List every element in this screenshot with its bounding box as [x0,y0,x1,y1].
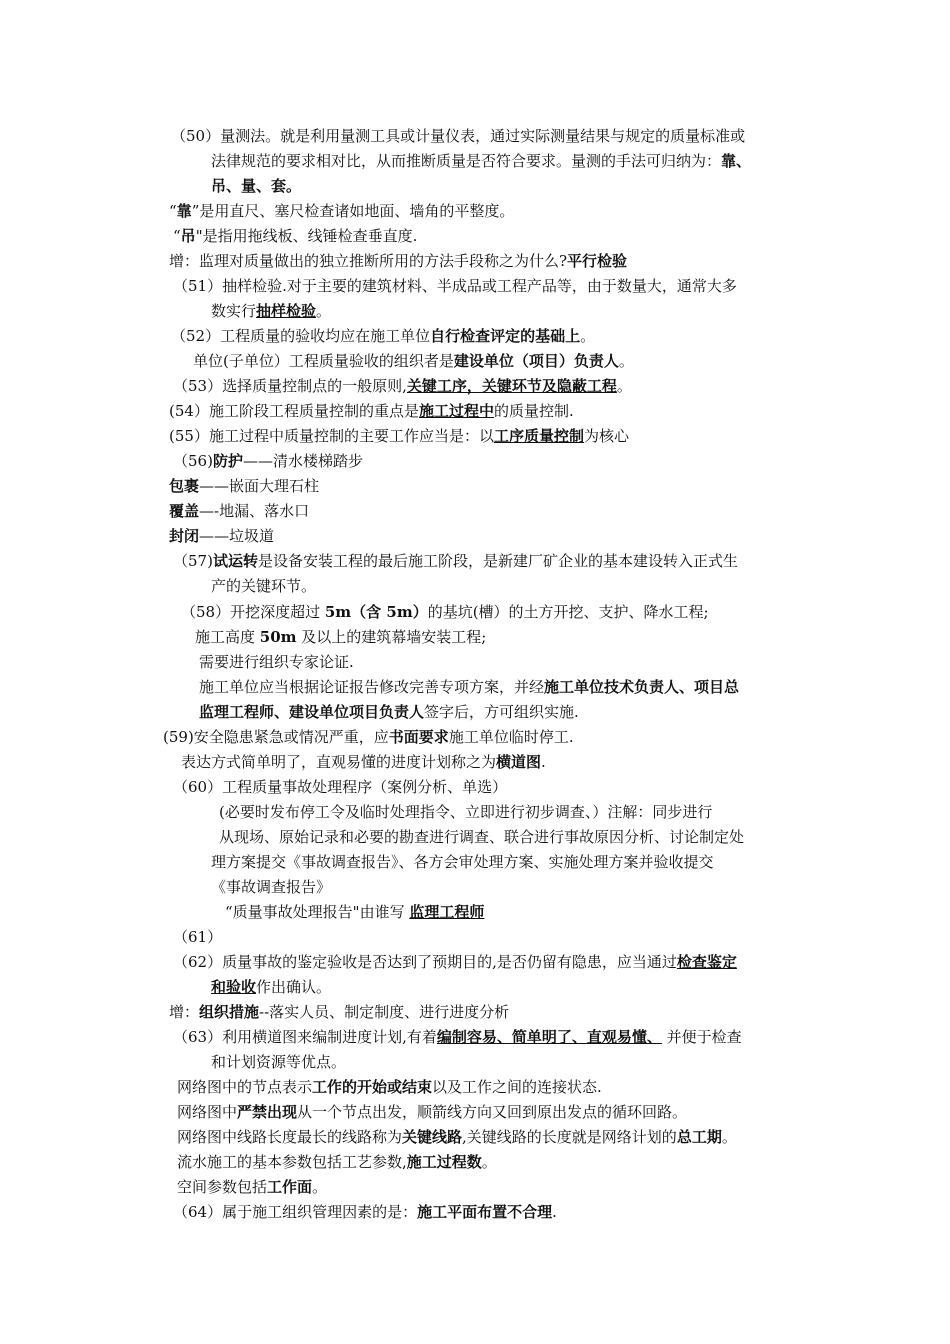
emphasized-underlined-text: 关键工序，关键环节及隐蔽工程 [406,377,617,395]
text-span: 。 [616,377,632,395]
emphasized-text: 建设单位（项目）负责人 [453,352,619,370]
text-span: 表达方式简单明了，直观易懂的进度计划称之为 [181,753,497,771]
text-span: 法律规范的要求相对比，从而推断质量是否符合要求。量测的手法可归纳为： [211,152,722,170]
text-span: （51）抽样检验.对于主要的建筑材料、半成品或工程产品等，由于数量大，通常大多 [173,277,737,295]
text-span: 需要进行组织专家论证. [199,653,354,671]
emphasized-text: 监理工程师、建设单位项目负责人 [199,703,425,721]
text-span: （57) [173,552,213,570]
text-span: 《事故调查报告》 [211,878,332,896]
text-line [177,1176,327,1198]
text-span: （63）利用横道图来编制进度计划,有着 [173,1028,437,1046]
text-line [173,550,738,572]
text-line [173,225,417,247]
text-line [177,1076,602,1098]
emphasized-text: 施工平面布置不合理 [417,1203,553,1221]
text-span: “ [169,202,177,220]
text-line [169,200,514,222]
text-span: 和计划资源等优点。 [211,1053,347,1071]
emphasized-text: 靠、 [721,152,752,170]
emphasized-text: 施工过程数 [406,1153,482,1171]
text-span: 网络图中 [177,1103,238,1121]
text-span: 。 [312,1178,328,1196]
text-line [211,851,714,873]
text-line [225,901,484,923]
text-span: 从一个节点出发，顺箭线方向又回到原出发点的循环回路。 [297,1103,688,1121]
emphasized-text: 组织措施 [199,1003,260,1021]
text-line [177,1151,497,1173]
text-span: ”是用直尺、塞尺检查诸如地面、墙角的平整度。 [191,202,515,220]
text-span: 。 [580,327,596,345]
text-line [169,1001,509,1023]
text-span: “ [173,227,181,245]
text-line [181,601,709,623]
text-span: 并便于检查 [661,1028,742,1046]
emphasized-underlined-text: 监理工程师 [409,903,485,921]
text-span: 。 [316,302,332,320]
text-line [173,1201,557,1223]
text-span: 施工高度 [195,628,260,646]
emphasized-text: 工作面 [267,1178,313,1196]
emphasized-underlined-text: 抽样检验 [256,302,317,320]
text-line [219,826,744,848]
text-line [171,325,595,347]
text-line [199,651,354,673]
emphasized-underlined-text: 检查鉴定 [676,953,737,971]
text-line [219,801,712,823]
text-line [171,125,745,147]
text-span: 网络图中线路长度最长的线路称为 [177,1128,403,1146]
text-line [169,425,629,447]
emphasized-text: 书面要求 [388,728,449,746]
text-line [195,626,486,648]
text-span: 及以上的建筑幕墙安装工程; [296,628,487,646]
emphasized-text: 靠 [176,202,192,220]
text-line [181,751,546,773]
text-span: （50）量测法。就是利用量测工具或计量仪表，通过实际测量结果与规定的质量标准或 [171,127,746,145]
text-line [177,1101,687,1123]
text-span: 。 [618,352,634,370]
emphasized-text: 严禁出现 [237,1103,298,1121]
text-span: . [541,753,546,771]
text-span: 以及工作之间的连接状态. [432,1078,602,1096]
text-span: 的基坑(槽）的土方开挖、支护、降水工程; [427,603,709,621]
text-span: 的质量控制. [493,402,574,420]
text-span: 。 [481,1153,497,1171]
text-span: 签字后，方可组织实施. [424,703,579,721]
emphasized-text: 50m [259,628,297,646]
text-line [173,450,363,472]
emphasized-text: 自行检查评定的基础上 [430,327,581,345]
text-line [199,676,739,698]
text-line [169,475,319,497]
emphasized-underlined-text: 和验收 [211,978,257,996]
text-span: （61） [173,928,223,946]
text-span: ——嵌面大理石柱 [199,477,320,495]
emphasized-text: 吊 [180,227,196,245]
text-line [173,1026,742,1048]
text-span: 空间参数包括 [177,1178,268,1196]
emphasized-text: 封闭 [169,527,200,545]
emphasized-underlined-text: 编制容易、简单明了、直观易懂、 [436,1028,662,1046]
text-span: 理方案提交《事故调查报告》、各方会审处理方案、实施处理方案并验收提交 [211,853,714,871]
text-span: “质量事故处理报告"由谁写 [225,903,410,921]
text-line [211,876,331,898]
text-span: 施工单位应当根据论证报告修改完善专项方案，并经 [199,678,545,696]
text-span: (54）施工阶段工程质量控制的重点是 [169,402,419,420]
emphasized-text: 总工期 [676,1128,722,1146]
emphasized-text: 防护 [212,452,243,470]
emphasized-text: 施工单位技术负责人、项目总 [544,678,740,696]
text-line [169,525,274,547]
emphasized-text: 吊、量、套。 [211,177,302,195]
emphasized-text: 横道图 [496,753,542,771]
text-span: （60）工程质量事故处理程序（案例分析、单选） [173,778,508,796]
text-span: 单位(子单位）工程质量验收的组织者是 [193,352,454,370]
text-span: 作出确认。 [256,978,332,996]
text-line [173,926,222,948]
text-span: (59)安全隐患紧急或情况严重，应 [163,728,389,746]
text-line [211,575,316,597]
text-line [199,701,579,723]
text-span: —-地漏、落水口 [199,502,310,520]
text-span: "是指用拖线板、线锤检查垂直度. [195,227,418,245]
text-line [169,500,309,522]
text-span: （58）开挖深度超过 [181,603,325,621]
text-span: (必要时发布停工令及临时处理指令、立即进行初步调查、）注解：同步进行 [219,803,713,821]
text-line [211,1051,346,1073]
text-span: （53）选择质量控制点的一般原则, [173,377,407,395]
text-line [163,726,574,748]
text-span: （52）工程质量的验收均应在施工单位 [171,327,431,345]
text-line [211,976,331,998]
text-line [169,250,627,272]
text-span: （64）属于施工组织管理因素的是： [173,1203,418,1221]
text-span: （56) [173,452,213,470]
text-span: . [552,1203,557,1221]
emphasized-text: 工作的开始或结束 [312,1078,433,1096]
text-span: ——清水楼梯踏步 [242,452,363,470]
text-line [173,375,632,397]
text-line [211,175,301,197]
emphasized-text: 5m（含 5m） [324,603,428,621]
text-line [193,350,634,372]
emphasized-underlined-text: 工序质量控制 [493,427,584,445]
emphasized-text: 覆盖 [169,502,200,520]
emphasized-text: 关键线路 [402,1128,463,1146]
text-span: 增： [169,1003,200,1021]
text-span: 。 [721,1128,737,1146]
text-span: 为核心 [583,427,629,445]
text-span: 是设备安装工程的最后施工阶段，是新建厂矿企业的基本建设转入正式生 [257,552,738,570]
text-line [177,1126,737,1148]
emphasized-underlined-text: 施工过程中 [418,402,494,420]
text-line [173,776,507,798]
text-span: (55）施工过程中质量控制的主要工作应当是：以 [169,427,494,445]
text-line [169,400,574,422]
emphasized-text: 试运转 [212,552,258,570]
text-span: 数实行 [211,302,257,320]
text-span: 流水施工的基本参数包括工艺参数, [177,1153,407,1171]
emphasized-text: 平行检验 [567,252,628,270]
text-span: 增：监理对质量做出的独立推断所用的方法手段称之为什么? [169,252,568,270]
text-span: 施工单位临时停工. [448,728,574,746]
text-span: ——垃圾道 [199,527,275,545]
text-span: 产的关键环节。 [211,577,317,595]
text-span: （62）质量事故的鉴定验收是否达到了预期目的,是否仍留有隐患，应当通过 [173,953,677,971]
text-line [173,951,737,973]
text-line [211,150,751,172]
text-span: ,关键线路的长度就是网络计划的 [462,1128,677,1146]
text-span: 从现场、原始记录和必要的勘查进行调查、联合进行事故原因分析、讨论制定处 [219,828,745,846]
emphasized-text: 包裹 [169,477,200,495]
text-span: 网络图中的节点表示 [177,1078,313,1096]
text-span: --落实人员、制定制度、进行进度分析 [259,1003,510,1021]
text-line [173,275,737,297]
text-line [211,300,331,322]
